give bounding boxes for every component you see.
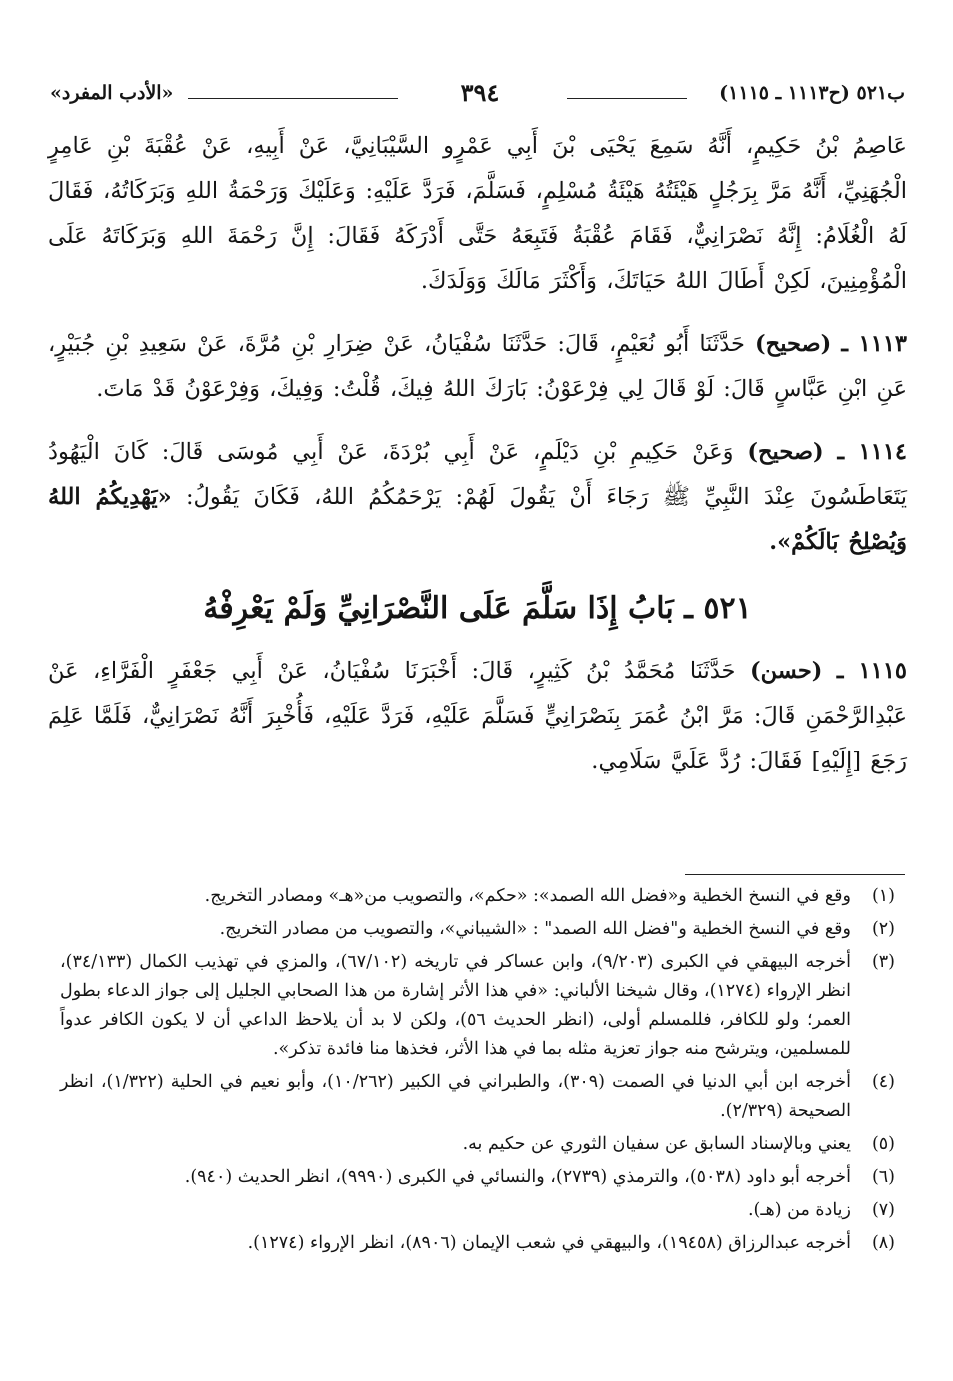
hadith-1113 [48,322,907,412]
footnote-number: (٥) [871,1134,895,1154]
footnote-number: (٧) [871,1200,895,1220]
footnote-number: (٣) [871,952,895,972]
hadith-number: ١١١٤ ـ [837,439,907,465]
hadith-text: وَعَنْ حَكِيمِ بْنِ دَيْلَمٍ، عَنْ أَبِي بُرْدَةَ، عَنْ أَبِي مُوسَى قَالَ: كَانَ الْيَهُودُ يَتَعَاطَسُونَ عِنْدَ النَّبِيِّ ﷺ رَجَاءَ أَنْ يَقُولَ لَهُمْ: يَرْحَمُكُمُ اللهُ، فَكَانَ يَقُولُ: [48,439,908,510]
hadith-number: ١١١٣ ـ [841,331,907,357]
footnotes [60,882,895,1262]
footnote [60,915,895,944]
hadith-text: حَدَّثَنَا مُحَمَّدُ بْنُ كَثِيرٍ، قَالَ: أَخْبَرَنَا سُفْيَانُ، عَنْ أَبِي جَعْفَرٍ الْفَرَّاءِ، عَنْ عَبْدِالرَّحْمَنِ قَالَ: مَرَّ ابْنُ عُمَرَ بِنَصْرَانِيٍّ فَسَلَّمَ عَلَيْهِ، فَرَدَّ عَلَيْهِ، فَأُخْبِرَ أَنَّهُ نَصْرَانِيٌّ، فَلَمَّا عَلِمَ رَجَعَ [إِلَيْهِ] فَقَالَ: رُدَّ عَلَيَّ سَلَامِي. [48,658,907,774]
hadith-grade: (صحيح) [747,439,824,465]
hadith-text: حَدَّثَنَا أَبُو نُعَيْمٍ، قَالَ: حَدَّثَنَا سُفْيَانُ، عَنْ ضِرَارِ بْنِ مُرَّةَ، عَنْ سَعِيدِ بْنِ جُبَيْرٍ، عَنِ ابْنِ عَبَّاسٍ قَالَ: لَوْ قَالَ لِي فِرْعَوْنُ: بَارَكَ اللهُ فِيكَ، قُلْتُ: وَفِيكَ، وَفِرْعَوْنُ قَدْ مَاتَ. [48,331,907,402]
page-number: ٣٩٤ [460,78,500,107]
footnote [60,1196,895,1225]
footnote [60,1229,895,1258]
hadith-1114 [48,430,907,565]
hadith-number: ١١١٥ ـ [836,658,907,684]
main-text [48,124,907,802]
hadith-1115 [48,649,907,784]
chapter-range: ب٥٢١ (ح١١١٣ ـ ١١١٥) [719,82,905,104]
footnote [60,1163,895,1192]
footnote-text: وقع في النسخ الخطية و"فضل الله الصمد" : «الشيباني»، والتصويب من مصادر التخريج. [219,919,851,939]
footnote-number: (٦) [871,1167,895,1187]
footnote-text: أخرجه ابن أبي الدنيا في الصمت (٣٠٩)، والطبراني في الكبير (١٠/٢٦٢)، وأبو نعيم في الحلية (١/٣٢٢)، انظر الصحيحة (٢/٣٢٩). [60,1072,851,1121]
book-title: «الأدب المفرد» [50,82,174,104]
header-rule-right [567,98,687,99]
footnote [60,1130,895,1159]
running-header [50,78,905,112]
hadith-text: عَاصِمُ بْنُ حَكِيمٍ، أَنَّهُ سَمِعَ يَحْيَى بْنَ أَبِي عَمْرٍو السَّيْبَانِيَّ، عَنْ أَبِيهِ، عَنْ عُقْبَةَ بْنِ عَامِرٍ الْجُهَنِيِّ، أَنَّهُ مَرَّ بِرَجُلٍ هَيْئَتُهُ هَيْئَةُ مُسْلِمٍ، فَسَلَّمَ، فَرَدَّ عَلَيْهِ: وَعَلَيْكَ وَرَحْمَةُ اللهِ وَبَرَكَاتُهُ، فَقَالَ لَهُ الْغُلَامُ: إِنَّهُ نَصْرَانِيٌّ، فَقَامَ عُقْبَةُ فَتَبِعَهُ حَتَّى أَدْرَكَهُ فَقَالَ: إِنَّ رَحْمَةَ اللهِ وَبَرَكَاتَهُ عَلَى الْمُؤْمِنِينَ، لَكِنْ أَطَالَ اللهُ حَيَاتَكَ، وَأَكْثَرَ مَالَكَ وَوَلَدَكَ. [48,133,907,294]
chapter-heading: ٥٢١ ـ بَابُ إِذَا سَلَّمَ عَلَى النَّصْرَانِيِّ وَلَمْ يَعْرِفْهُ [203,591,752,626]
hadith-grade: (حسن) [749,658,823,684]
footnote-number: (٢) [871,919,895,939]
footnote-text: أخرجه البيهقي في الكبرى (٩/٢٠٣)، وابن عساكر في تاريخه (٦٧/١٠٢)، والمزي في تهذيب الكمال (٣٤/١٣٣)، انظر الإرواء (١٢٧٤)، وقال شيخنا الألباني: «في هذا الأثر إشارة من هذا الصحابي الجليل إلى جواز الدعاء بطول العمر؛ ولو للكافر، فللمسلم أولى، (انظر الحديث ٥٦)، ولكن لا بد أن يلاحظ الداعي أن لا يكون الكافر عدواً للمسلمين، ويترشح منه جواز تعزية مثله بما في هذا الأثر، فخذها منا فائدة تذكر». [60,952,852,1059]
footnote-number: (٤) [871,1072,895,1092]
footnote [60,1068,895,1126]
hadith-quote: «يَهْدِيكُمُ اللهُ وَيُصْلِحُ بَالَكُمْ». [48,484,907,555]
footnote [60,882,895,911]
hadith-grade: (صحيح) [755,331,832,357]
footnote-text: زيادة من (هـ). [747,1200,851,1220]
hadith-continuation [48,124,907,304]
header-rule-left [188,98,398,99]
footnote-text: يعني وبالإسناد السابق عن سفيان الثوري عن حكيم به. [462,1134,851,1154]
footnotes-divider [685,874,905,875]
footnote-text: وقع في النسخ الخطية و«فضل الله الصمد»: «حكم»، والتصويب من«هـ» ومصادر التخريج. [204,886,851,906]
footnote-number: (١) [871,886,895,906]
footnote-text: أخرجه أبو داود (٥٠٣٨)، والترمذي (٢٧٣٩)، والنسائي في الكبرى (٩٩٩٠)، انظر الحديث (٩٤٠). [184,1167,851,1187]
footnote-number: (٨) [871,1233,895,1253]
footnote-text: أخرجه عبدالرزاق (١٩٤٥٨)، والبيهقي في شعب الإيمان (٨٩٠٦)، انظر الإرواء (١٢٧٤). [247,1233,851,1253]
footnote [60,948,895,1064]
